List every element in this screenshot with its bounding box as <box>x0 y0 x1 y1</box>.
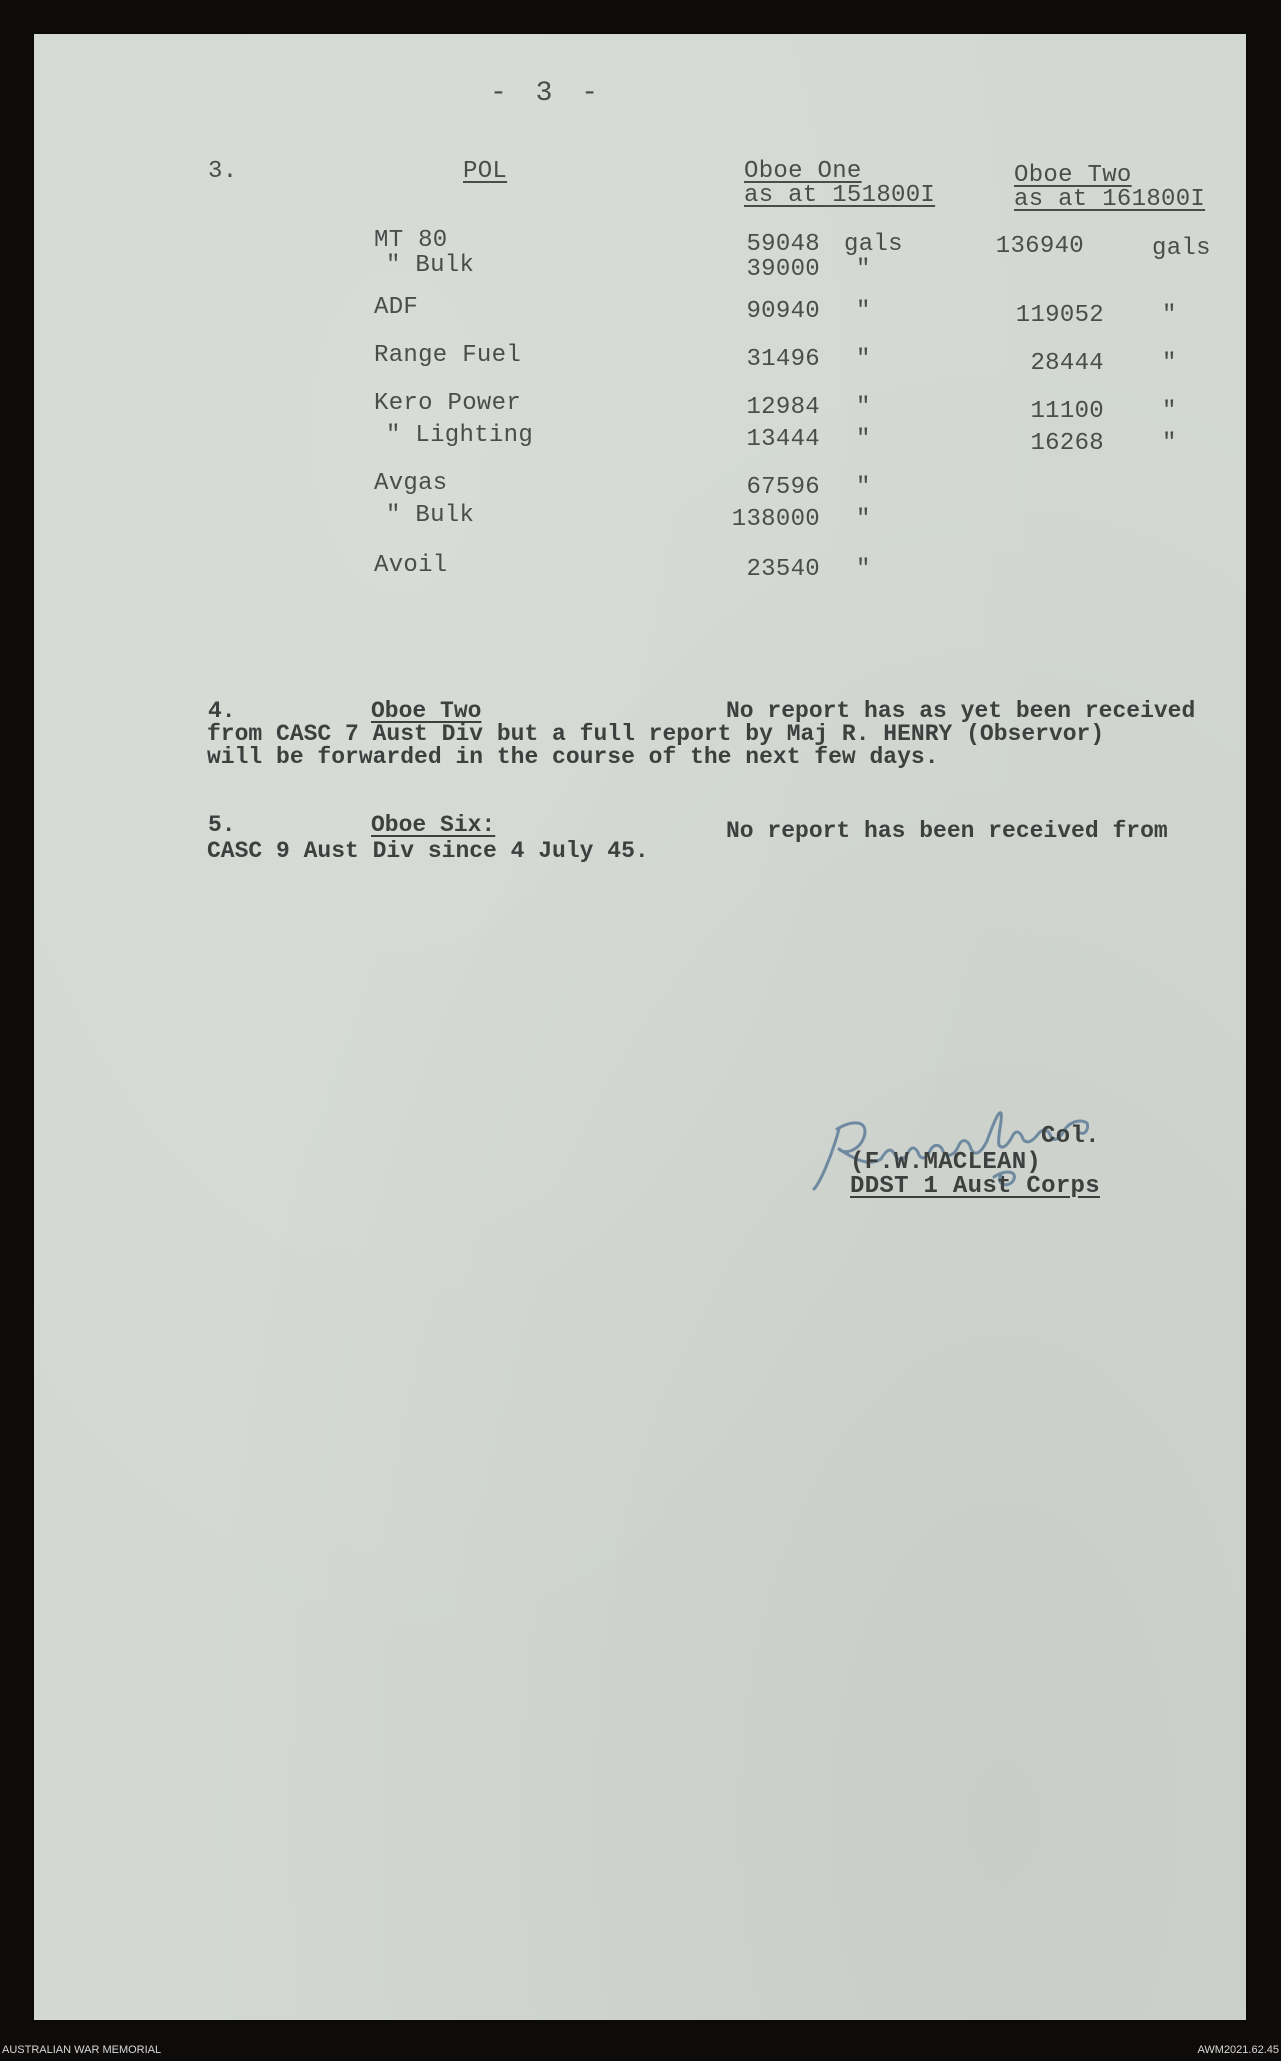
col1-header-line2: as at 151800I <box>744 182 936 209</box>
row-label: Avgas <box>374 470 448 497</box>
oboe-two-value: 28444 <box>1030 350 1104 377</box>
row-label: Kero Power <box>374 390 522 417</box>
oboe-two-value: 136940 <box>995 233 1084 260</box>
section-4-line2: from CASC 7 Aust Div but a full report by Maj R. HENRY (Observor) <box>207 721 1105 747</box>
oboe-one-unit: " <box>856 394 871 421</box>
section-5-line2: CASC 9 Aust Div since 4 July 45. <box>207 838 649 864</box>
section-3-heading: POL <box>463 158 508 185</box>
section-5-heading: Oboe Six: <box>371 812 496 838</box>
section-4-line1: No report has as yet been received <box>726 698 1196 724</box>
row-label: MT 80 <box>374 227 448 254</box>
section-5-number: 5. <box>208 812 236 838</box>
section-4-line3: will be forwarded in the course of the next few days. <box>207 744 939 770</box>
oboe-two-value: 119052 <box>1015 302 1104 329</box>
oboe-two-value: 16268 <box>1030 430 1104 457</box>
oboe-two-unit: " <box>1162 430 1177 457</box>
oboe-one-unit: " <box>856 506 871 533</box>
oboe-one-value: 23540 <box>746 556 820 583</box>
oboe-one-value: 67596 <box>746 474 820 501</box>
row-label: Range Fuel <box>374 342 522 369</box>
signature-rank: Col. <box>1041 1123 1100 1150</box>
oboe-one-value: 12984 <box>746 394 820 421</box>
oboe-one-unit: " <box>856 556 871 583</box>
footer-accession-number: AWM2021.62.45 <box>1197 2044 1279 2056</box>
oboe-one-unit: " <box>856 346 871 373</box>
col2-header-line1: Oboe Two <box>1014 162 1132 189</box>
oboe-two-unit: " <box>1162 398 1177 425</box>
oboe-one-value: 138000 <box>731 506 820 533</box>
oboe-one-unit: " <box>856 298 871 325</box>
signature-name: (F.W.MACLEAN) <box>850 1149 1042 1176</box>
page-number: - 3 - <box>490 78 605 109</box>
oboe-one-unit: " <box>856 474 871 501</box>
oboe-two-unit: " <box>1162 302 1177 329</box>
oboe-one-value: 31496 <box>746 346 820 373</box>
row-label: Avoil <box>374 552 448 579</box>
oboe-one-unit: " <box>856 256 871 283</box>
oboe-one-value: 90940 <box>746 298 820 325</box>
oboe-one-unit: " <box>856 426 871 453</box>
section-5-line1: No report has been received from <box>726 818 1168 844</box>
oboe-two-unit: gals <box>1152 235 1211 262</box>
document-page <box>34 34 1246 2020</box>
oboe-two-unit: " <box>1162 350 1177 377</box>
footer-institution: AUSTRALIAN WAR MEMORIAL <box>2 2044 162 2056</box>
oboe-two-value: 11100 <box>1030 398 1104 425</box>
section-3-number: 3. <box>208 158 238 185</box>
section-4-heading: Oboe Two <box>371 698 482 724</box>
section-4-number: 4. <box>208 698 236 724</box>
row-label: " Bulk <box>386 502 475 529</box>
col1-header-line1: Oboe One <box>744 158 862 185</box>
oboe-one-value: 59048 <box>746 231 820 258</box>
oboe-one-unit: gals <box>844 231 903 258</box>
row-label: " Bulk <box>386 252 475 279</box>
col2-header-line2: as at 161800I <box>1014 186 1206 213</box>
row-label: ADF <box>374 294 419 321</box>
oboe-one-value: 13444 <box>746 426 820 453</box>
row-label: " Lighting <box>386 422 534 449</box>
signature-title: DDST 1 Aust Corps <box>850 1173 1100 1200</box>
oboe-one-value: 39000 <box>746 256 820 283</box>
